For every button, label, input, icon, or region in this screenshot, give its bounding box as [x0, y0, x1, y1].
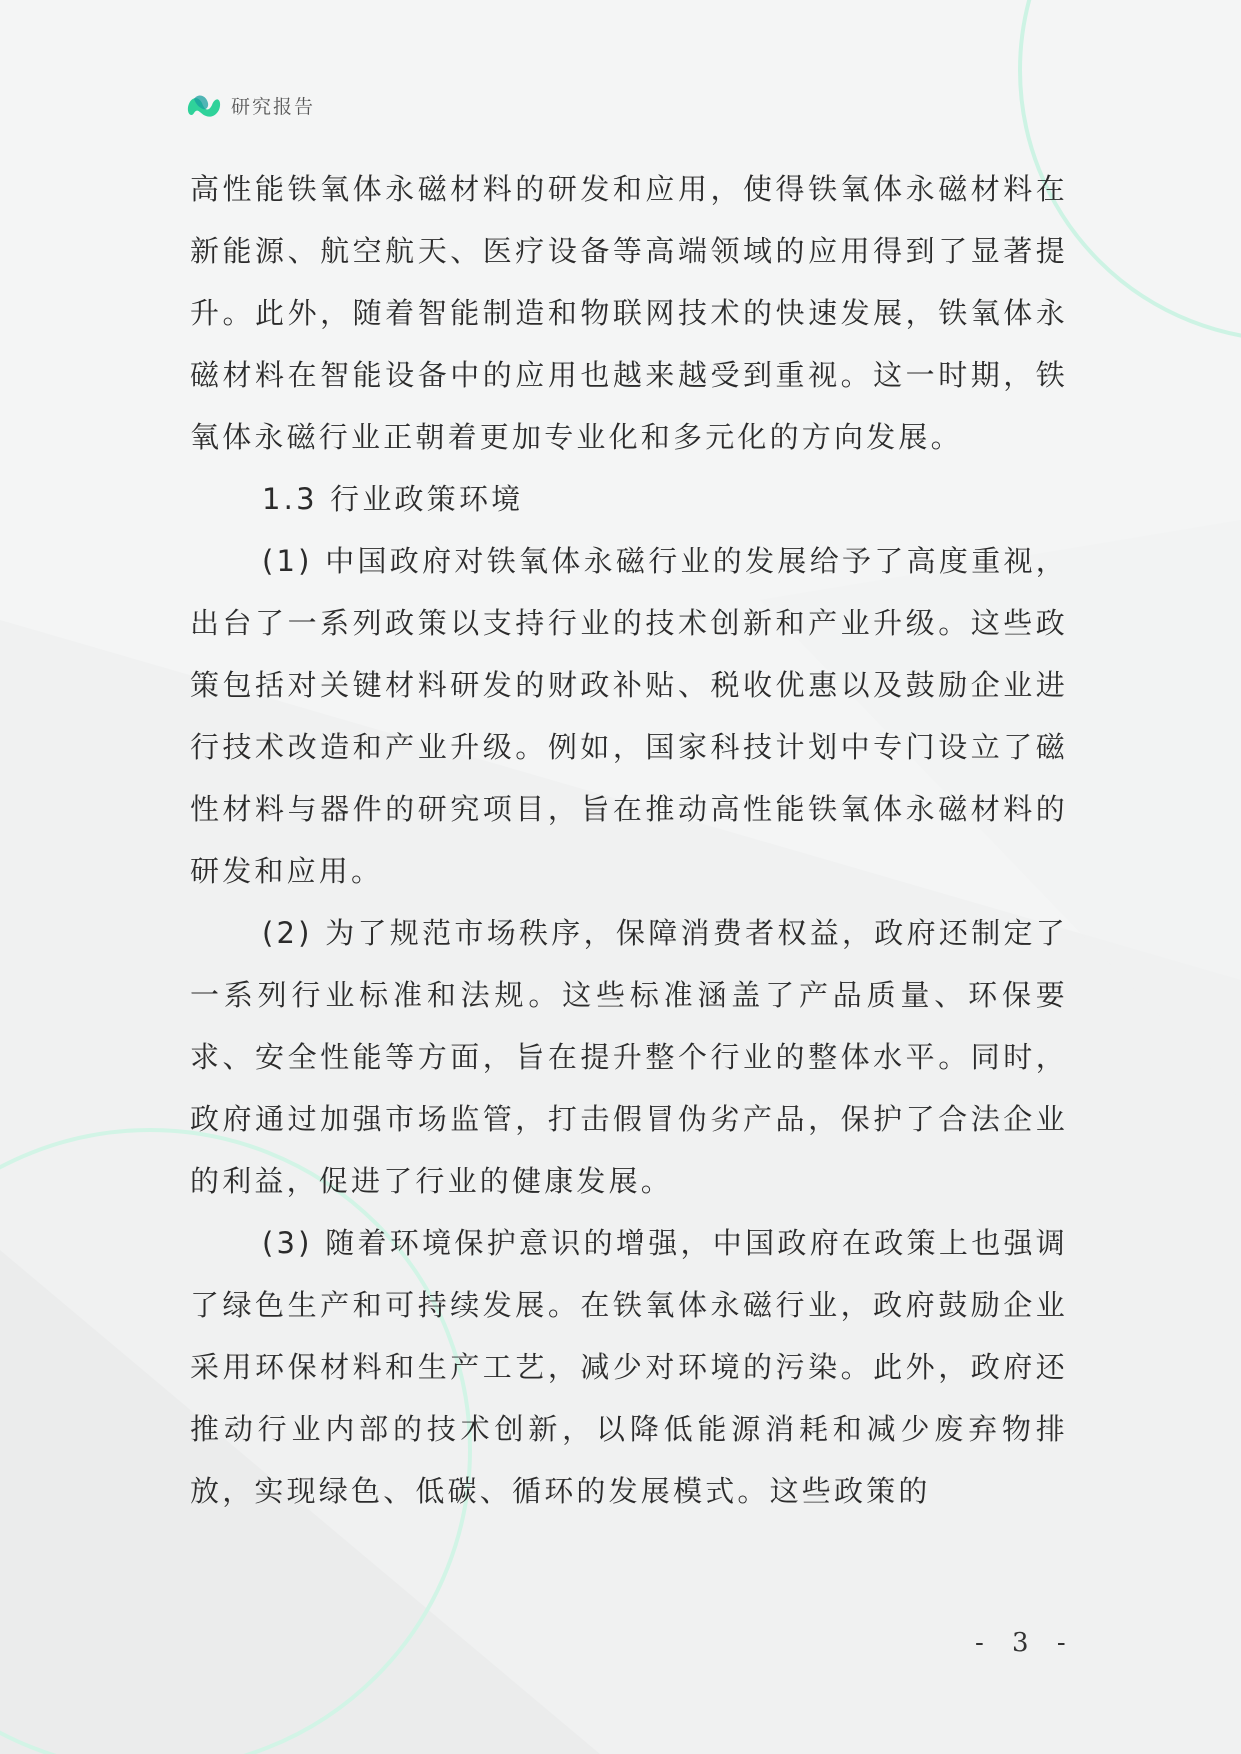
brand-logo-icon: [186, 89, 222, 121]
body-paragraph: 高性能铁氧体永磁材料的研发和应用，使得铁氧体永磁材料在新能源、航空航天、医疗设备等高端领域的应用得到了显著提升。此外，随着智能制造和物联网技术的快速发展，铁氧体永磁材料在智能设备中的应用也越来越受到重视。这一时期，铁氧体永磁行业正朝着更加专业化和多元化的方向发展。: [190, 172, 1068, 454]
body-paragraph: (3) 随着环境保护意识的增强，中国政府在政策上也强调了绿色生产和可持续发展。在铁氧体永磁行业，政府鼓励企业采用环保材料和生产工艺，减少对环境的污染。此外，政府还推动行业内部的技术创新，以降低能源消耗和减少废弃物排放，实现绿色、低碳、循环的发展模式。这些政策的: [190, 1226, 1068, 1508]
body-paragraph: (1) 中国政府对铁氧体永磁行业的发展给予了高度重视，出台了一系列政策以支持行业的技术创新和产业升级。这些政策包括对关键材料研发的财政补贴、税收优惠以及鼓励企业进行技术改造和产业升级。例如，国家科技计划中专门设立了磁性材料与器件的研究项目，旨在推动高性能铁氧体永磁材料的研发和应用。: [190, 544, 1068, 888]
header-title: 研究报告: [231, 95, 316, 118]
page-number: - 3 -: [975, 1628, 1076, 1658]
report-header: [186, 88, 315, 122]
section-heading: 1.3 行业政策环境: [262, 482, 524, 516]
body-paragraph: (2) 为了规范市场秩序，保障消费者权益，政府还制定了一系列行业标准和法规。这些标准涵盖了产品质量、环保要求、安全性能等方面，旨在提升整个行业的整体水平。同时，政府通过加强市场监管，打击假冒伪劣产品，保护了合法企业的利益，促进了行业的健康发展。: [190, 916, 1068, 1198]
document-body: [190, 158, 1068, 1522]
